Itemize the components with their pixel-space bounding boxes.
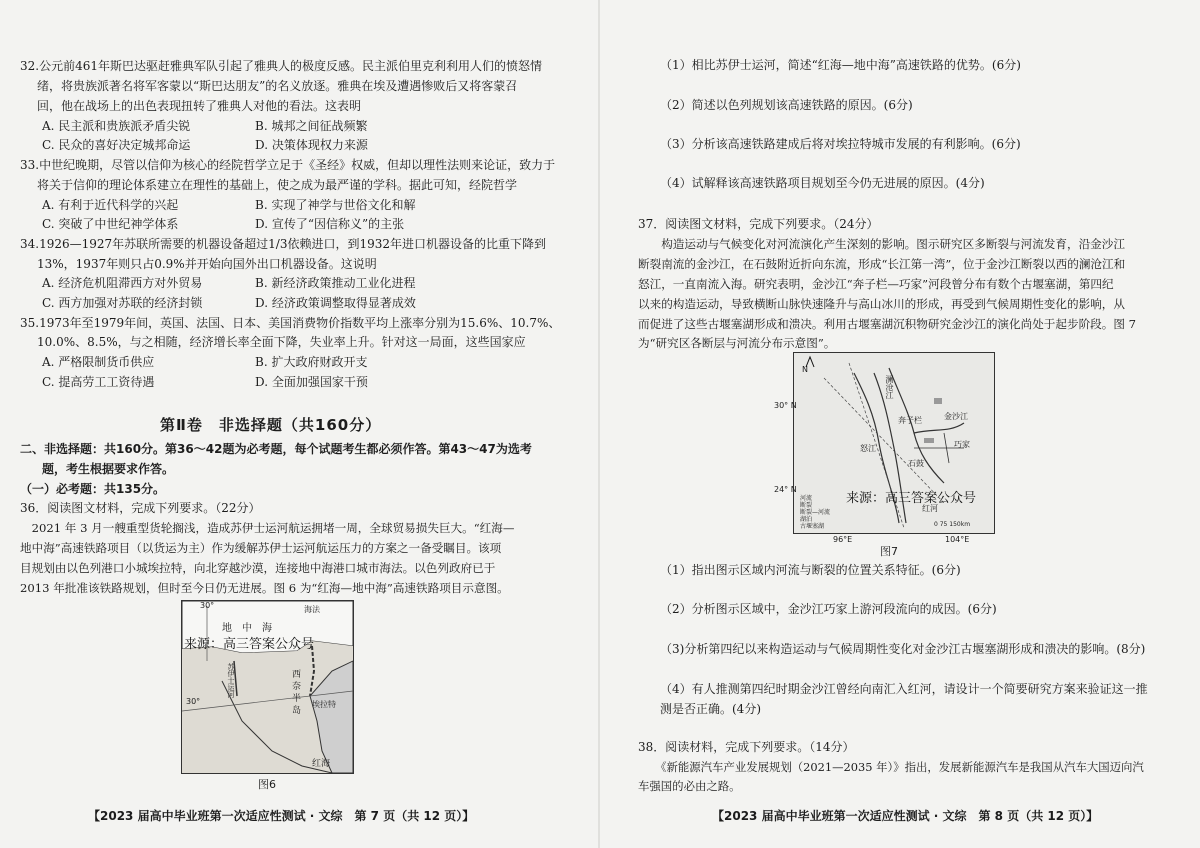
q32-line-1: 32.公元前461年斯巴达驱赶雅典军队引起了雅典人的极度反感。民主派伯里克利利用人们的愤怒情: [20, 59, 542, 73]
q36-sub-2: （2）简述以色列规划该高速铁路的原因。(6分): [660, 98, 913, 112]
fig7-legend-3: 断裂—河流: [800, 509, 831, 516]
q33-option-b: B. 实现了神学与世俗文化和解: [255, 198, 416, 212]
left-footer: 【2023 届高中毕业班第一次适应性测试 · 文综 第 7 页（共 12 页）】: [88, 809, 475, 823]
q33-line-1: 33.中世纪晚期，尽管以信仰为核心的经院哲学立足于《圣经》权威，但却以理性法则来论证，致力于: [20, 158, 556, 172]
q36-text-3: 目规划由以色列港口小城埃拉特，向北穿越沙漠，连接地中海港口城市海法。以色列政府已于: [20, 561, 496, 575]
q34-option-a: A. 经济危机阻滞西方对外贸易: [42, 276, 203, 290]
fig6-caption: 图6: [258, 778, 276, 791]
q37-text-4: 以来的构造运动，导致横断山脉快速隆升与高山冰川的形成，再受到气候周期性变化的影响，从: [638, 297, 1125, 311]
instruction-line-1: 二、非选择题：共160分。第36～42题为必考题，每个试题考生都必须作答。第43～47为选考: [20, 442, 532, 456]
q37-text-3: 怒江，一直南流入海。研究表明，金沙江“奔子栏—巧家”河段曾分布有数个古堰塞湖，第四纪: [638, 277, 1114, 291]
fig7-north-label: N: [802, 365, 808, 374]
fig7-shigu-label: 石鼓: [908, 459, 924, 468]
fig7-legend-1: 河流: [800, 495, 813, 502]
fig7-lat24: 24° N: [774, 485, 797, 494]
q35-option-b: B. 扩大政府财政开支: [255, 355, 368, 369]
q35-line-1: 35.1973年至1979年间，英国、法国、日本、美国消费物价指数平均上涨率分别为15.6%、10.7%、: [20, 316, 561, 330]
fig7-lon96: 96°E: [833, 535, 853, 544]
fig6-canal-label: 苏伊士运河: [227, 663, 235, 698]
q35-option-a: A. 严格限制货币供应: [42, 355, 155, 369]
q38-text-2: 车强国的必由之路。: [638, 779, 741, 793]
q36-text-1: 2021 年 3 月一艘重型货轮搁浅，造成苏伊士运河航运拥堵一周，全球贸易损失巨大。“红海—: [20, 521, 515, 535]
q37-text-5: 而促进了这些古堰塞湖形成和溃决。利用古堰塞湖沉积物研究金沙江的演化尚处于起步阶段。图 7: [638, 317, 1137, 331]
fig6-lat-mid: 30°: [186, 697, 201, 706]
fig7-benzilan-label: 奔子栏: [898, 416, 922, 425]
fig6-watermark: 来源：高三答案公众号: [184, 637, 315, 652]
q34-line-2: 13%，1937年则只占0.9%并开始向国外出口机器设备。这说明: [37, 257, 377, 271]
q33-line-2: 将关于信仰的理论体系建立在理性的基础上，使之成为最严谨的学科。据此可知，经院哲学: [37, 178, 518, 192]
fig7-honghe-label: 红河: [922, 504, 938, 513]
q33-option-d: D. 宣传了“因信称义”的主张: [255, 217, 405, 231]
q32-option-c: C. 民众的喜好决定城邦命运: [42, 138, 191, 152]
fig7-lat30: 30° N: [774, 401, 797, 410]
q34-option-c: C. 西方加强对苏联的经济封锁: [42, 296, 203, 310]
fig7-jinsha-label: 金沙江: [944, 412, 968, 421]
q37-sub-2: （2）分析图示区域中，金沙江巧家上游河段流向的成因。(6分): [660, 602, 997, 616]
q35-line-2: 10.0%、8.5%，与之相随，经济增长率全面下降，失业率上升。针对这一局面，这些国家应: [37, 335, 526, 349]
q37-text-6: 为“研究区各断层与河流分布示意图”。: [638, 336, 836, 350]
fig6-redsea-label: 红海: [312, 759, 331, 769]
q33-option-a: A. 有利于近代科学的兴起: [42, 198, 179, 212]
q32-line-2: 绪，将贵族派著名将军客蒙以“斯巴达朋友”的名义放逐。雅典在埃及遭遇惨败后又将客蒙召: [37, 79, 518, 93]
right-page: [600, 0, 1200, 848]
instruction-line-2: 题，考生根据要求作答。: [42, 462, 175, 476]
fig6-sinai-label: 西 奈 半 岛: [292, 670, 302, 716]
section-title: 第Ⅱ卷 非选择题（共160分）: [160, 416, 382, 434]
q33-option-c: C. 突破了中世纪神学体系: [42, 217, 179, 231]
fig7-watermark: 来源：高三答案公众号: [846, 491, 977, 506]
fig7-caption: 图7: [880, 545, 898, 558]
fig6-sea-label: 地 中 海: [222, 623, 272, 634]
fig7-legend-2: 断裂: [800, 502, 813, 509]
q32-option-d: D. 决策体现权力来源: [255, 138, 368, 152]
q36-heading: 36．阅读图文材料，完成下列要求。（22分）: [20, 501, 261, 515]
fig7-nu-label: 怒江: [860, 444, 876, 453]
instruction-line-3: （一）必考题：共135分。: [20, 482, 166, 496]
fig7-lon104: 104°E: [945, 535, 970, 544]
q38-text-1: 《新能源汽车产业发展规划（2021—2035 年）》指出，发展新能源汽车是我国从汽车大国迈向汽: [638, 760, 1144, 774]
fig6-eilat-label: 埃拉特: [312, 700, 336, 709]
fig7-legend-5: 古堰塞湖: [800, 523, 825, 530]
figure-6-map: [181, 600, 354, 774]
q37-sub-3: （3)分析第四纪以来构造运动与气候周期性变化对金沙江古堰塞湖形成和溃决的影响。(8分): [660, 642, 1146, 656]
q34-option-b: B. 新经济政策推动工业化进程: [255, 276, 416, 290]
q36-sub-1: （1）相比苏伊士运河，简述“红海—地中海”高速铁路的优势。(6分): [660, 58, 1021, 72]
q35-option-c: C. 提高劳工工资待遇: [42, 375, 155, 389]
q37-sub-1: （1）指出图示区域内河流与断裂的位置关系特征。(6分): [660, 563, 961, 577]
q37-text-2: 断裂南流的金沙江，在石鼓附近折向东流，形成“长江第一湾”，位于金沙江断裂以西的澜沧江和: [638, 257, 1126, 271]
q37-sub-4: （4）有人推测第四纪时期金沙江曾经向南汇入红河，请设计一个简要研究方案来验证这一推: [660, 682, 1148, 696]
fig6-haifa-label: 海法: [304, 605, 320, 614]
fig7-qiaojia-label: 巧家: [954, 440, 970, 449]
figure-7-map: [774, 352, 995, 534]
q34-line-1: 34.1926—1927年苏联所需要的机器设备超过1/3依赖进口，到1932年进口机器设备的比重下降到: [20, 237, 547, 251]
fig7-scale: 0 75 150km: [934, 521, 971, 528]
q34-option-d: D. 经济政策调整取得显著成效: [255, 296, 416, 310]
q37-text-1: 构造运动与气候变化对河流演化产生深刻的影响。图示研究区多断裂与河流发育，沿金沙江: [638, 237, 1125, 251]
q37-heading: 37．阅读图文材料，完成下列要求。（24分）: [638, 217, 879, 231]
fig6-lat-top: 30°: [200, 601, 215, 610]
q32-option-b: B. 城邦之间征战频繁: [255, 119, 368, 133]
q36-text-4: 2013 年批准该铁路规划，但时至今日仍无进展。图 6 为“红海—地中海”高速铁路项目示意图。: [20, 581, 509, 595]
q38-heading: 38．阅读材料，完成下列要求。（14分）: [638, 740, 855, 754]
right-footer: 【2023 届高中毕业班第一次适应性测试 · 文综 第 8 页（共 12 页）】: [712, 809, 1099, 823]
q32-line-3: 回，他在战场上的出色表现扭转了雅典人对他的看法。这表明: [37, 99, 362, 113]
fig7-legend-4: 湖泊: [800, 516, 813, 523]
q35-option-d: D. 全面加强国家干预: [255, 375, 368, 389]
q32-option-a: A. 民主派和贵族派矛盾尖锐: [42, 119, 191, 133]
fig7-lancang-label: 澜沧江: [885, 375, 894, 399]
q37-sub-4-cont: 测是否正确。(4分): [660, 702, 761, 716]
q36-text-2: 地中海”高速铁路项目（以货运为主）作为缓解苏伊士运河航运压力的方案之一备受瞩目。该项: [20, 541, 502, 555]
q36-sub-4: （4）试解释该高速铁路项目规划至今仍无进展的原因。(4分): [660, 176, 985, 190]
q36-sub-3: （3）分析该高速铁路建成后将对埃拉特城市发展的有利影响。(6分): [660, 137, 1021, 151]
